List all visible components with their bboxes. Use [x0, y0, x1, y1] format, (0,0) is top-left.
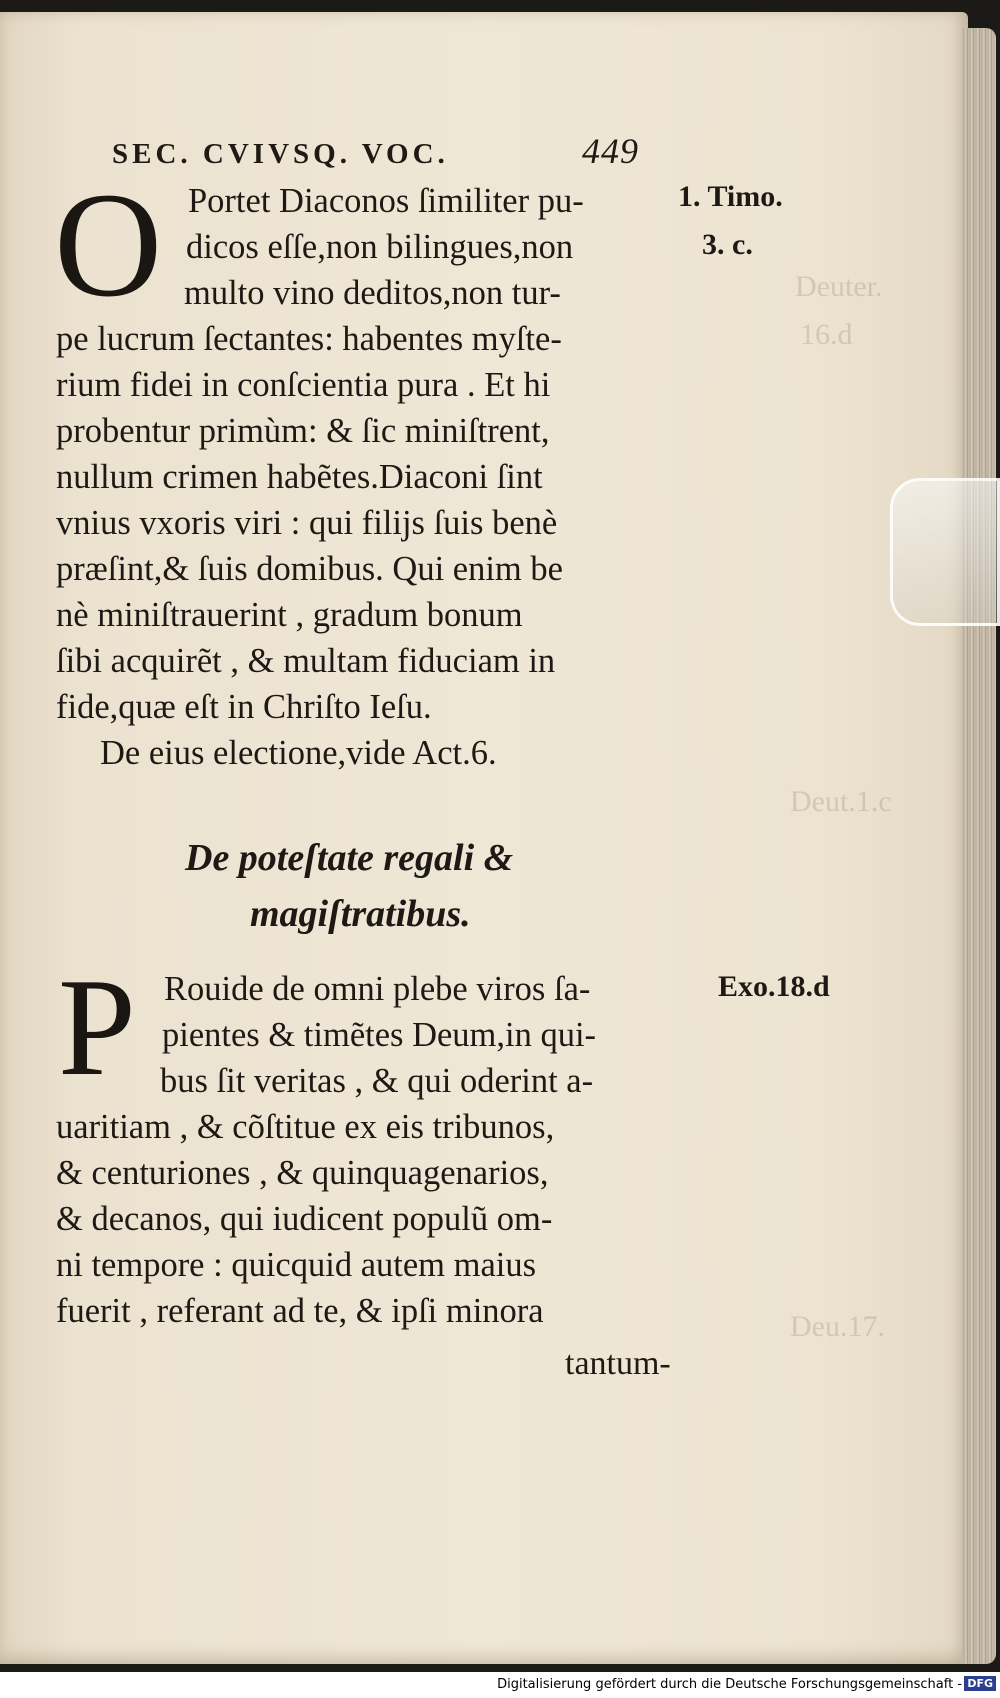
text-line: probentur primùm: & ſic miniſtrent, [56, 412, 550, 450]
margin-note: 1. Timo. [678, 180, 783, 213]
margin-note: 3. c. [702, 228, 753, 261]
catchword: tantum- [565, 1345, 671, 1382]
text-line: De eius electione,vide Act.6. [100, 734, 497, 772]
text-line: pientes & timẽtes Deum,in qui- [162, 1016, 597, 1054]
text-line: vnius vxoris viri : qui filijs ſuis benè [56, 504, 558, 542]
text-line: fide,quæ eſt in Chriſto Ieſu. [56, 688, 432, 726]
text-line: uaritiam , & cõſtitue ex eis tribunos, [56, 1108, 555, 1146]
dfg-logo: DFG [964, 1676, 996, 1691]
text-line: nè miniſtrauerint , gradum bonum [56, 596, 523, 634]
drop-cap-p: P [58, 950, 136, 1105]
page-clip [890, 478, 1000, 626]
section1-text [56, 178, 716, 776]
text-line: rium fidei in conſcientia pura . Et hi [56, 366, 551, 404]
digitization-footer [0, 1672, 1000, 1698]
show-through: Deu.17. [790, 1310, 885, 1343]
margin-note: Exo.18.d [718, 970, 830, 1003]
text-line: Rouide de omni plebe viros ſa- [164, 970, 591, 1008]
text-line: & decanos, qui iudicent populũ om- [56, 1200, 553, 1238]
section-heading: magiſtratibus. [250, 893, 471, 935]
text-line: præſint,& ſuis domibus. Qui enim be [56, 550, 563, 588]
running-header [112, 131, 672, 171]
section2-text [56, 966, 716, 1334]
text-line: fuerit , referant ad te, & ipſi minora [56, 1292, 544, 1330]
footer-credit: Digitalisierung gefördert durch die Deutsche Forschungsgemeinschaft - [497, 1677, 962, 1692]
text-line: multo vino deditos,non tur- [184, 274, 561, 312]
text-line: ſibi acquirẽt , & multam fiduciam in [56, 642, 556, 680]
text-line: Portet Diaconos ſimiliter pu- [188, 182, 584, 220]
text-line: ni tempore : quicquid autem maius [56, 1246, 537, 1284]
page-edges [962, 28, 996, 1664]
show-through: Deut.1.c [790, 785, 892, 818]
section-heading: De poteſtate regali & [185, 837, 514, 879]
drop-cap-o: O [54, 162, 163, 328]
running-title: SEC. CVIVSQ. VOC. [112, 138, 449, 170]
page-number: 449 [582, 131, 639, 171]
text-line: dicos eſſe,non bilingues,non [186, 228, 574, 266]
text-line: & centuriones , & quinquagenarios, [56, 1154, 549, 1192]
show-through: 16.d [800, 318, 853, 351]
text-line: bus ſit veritas , & qui oderint a- [160, 1062, 594, 1100]
text-line: pe lucrum ſectantes: habentes myſte- [56, 320, 562, 358]
text-line: nullum crimen habẽtes.Diaconi ſint [56, 458, 543, 496]
show-through: Deuter. [795, 270, 883, 303]
